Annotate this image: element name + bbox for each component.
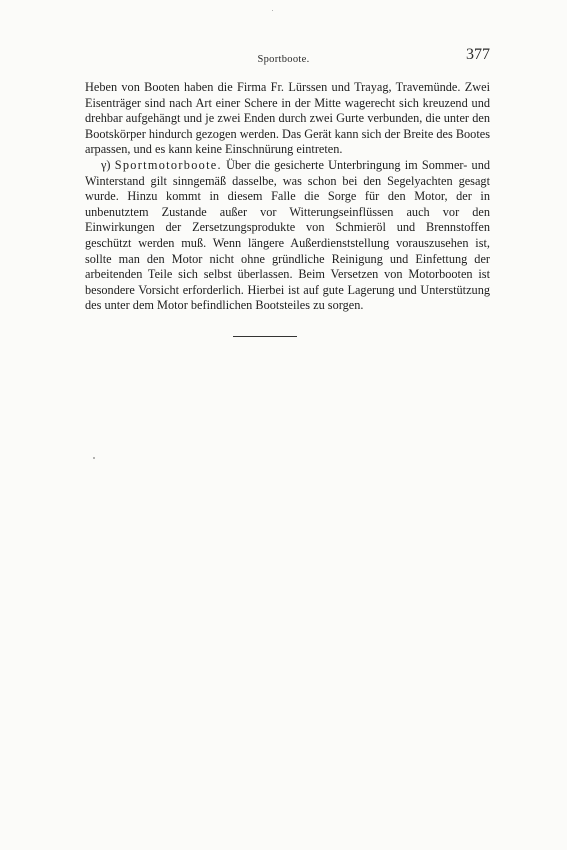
paragraph-sport-motorboats: [85, 158, 490, 314]
section-marker: γ): [101, 157, 115, 172]
paper-speck: [272, 10, 273, 11]
section-heading: Sportmotorboote.: [114, 157, 222, 172]
paragraph-text: Über die gesicherte Unterbringung im Sommer- und Winterstand gilt sinngemäß dasselbe, was schon bei den Segelyachten gesagt wurde. Hinzu kommt in diesem Falle die Sorge für den Motor, der in unbenutztem Zustande außer vor Witterungseinflüssen auch vor den Einwirkungen der Zersetzungsprodukte von Schmieröl und Brennstoffen geschützt werden muß. Wenn längere Außerdienststellung vorauszusehen ist, sollte man den Motor nicht ohne gründliche Reinigung und Einfettung der arbeitenden Teile sich selbst überlassen. Beim Versetzen von Motorbooten ist besondere Vorsicht erforderlich. Hierbei ist auf gute Lagerung und Unterstützung des unter dem Motor befindlichen Bootsteiles zu sorgen.: [85, 157, 491, 313]
body-text: [85, 80, 490, 314]
page-number: 377: [466, 46, 490, 63]
paragraph-boat-lifting: Heben von Booten haben die Firma Fr. Lürssen und Trayag, Travemünde. Zwei Eisenträger sind nach Art einer Schere in der Mitte wagerecht sich kreuzend und drehbar aufgehängt und je zwei Enden durch zwei Gurte verbunden, die unter den Bootskörper hindurch gezogen werden. Das Gerät kann sich der Breite des Bootes arpassen, und es kann keine Einschnürung eintreten.: [85, 80, 490, 157]
section-end-rule: [233, 336, 297, 337]
running-title: Sportboote.: [257, 54, 310, 65]
paper-speck: [93, 457, 95, 459]
